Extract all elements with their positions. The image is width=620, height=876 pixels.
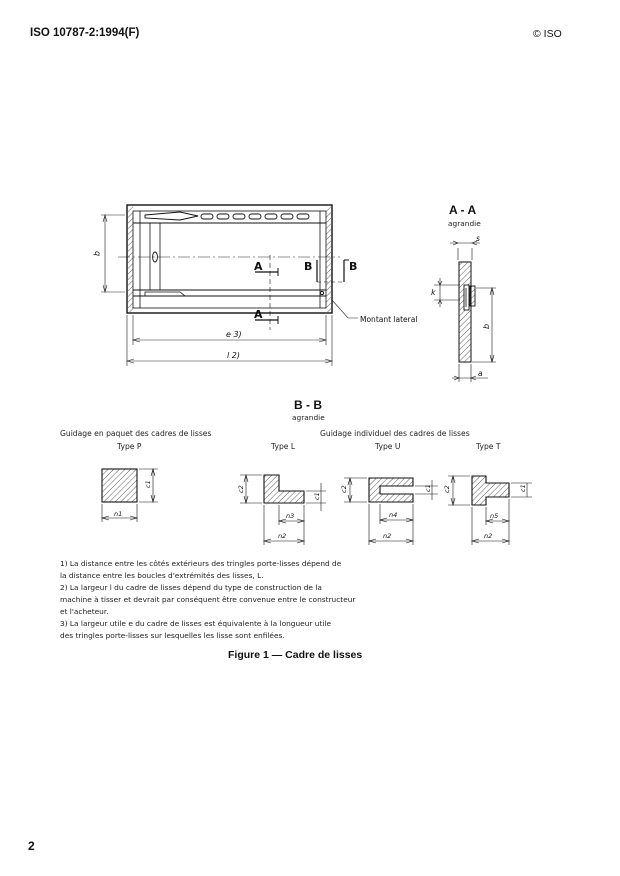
label-l2: l 2) <box>227 351 240 360</box>
type-t-n5: n5 <box>490 512 499 520</box>
footnote-line: 3) La largeur utile e du cadre de lisses est équivalente à la longueur utile <box>60 619 332 628</box>
type-t-n2: n2 <box>484 532 493 540</box>
type-l-c2: c2 <box>237 485 245 493</box>
guidage-paquet-label: Guidage en paquet des cadres de lisses <box>60 429 212 438</box>
footnote-line: 2) La largeur l du cadre de lisses dépend du type de construction de la <box>60 583 322 592</box>
type-u-c2: c2 <box>340 485 348 493</box>
label-e3: e 3) <box>226 330 242 339</box>
type-t-c2: c2 <box>443 485 451 493</box>
label-q: q <box>93 251 102 257</box>
label-a: a <box>478 369 483 378</box>
type-p-profile <box>102 469 158 522</box>
label-b: b <box>482 323 491 329</box>
type-p-label: Type P <box>117 442 142 451</box>
section-bb-subtitle: agrandie <box>292 413 325 422</box>
label-a-bottom: A <box>254 308 263 321</box>
type-t-c1: c1 <box>519 484 527 492</box>
type-p-n1: n1 <box>114 510 123 518</box>
type-l-n2: n2 <box>278 532 287 540</box>
label-s: s <box>476 234 480 243</box>
type-l-c1: c1 <box>313 492 321 500</box>
footnote-line: 1) La distance entre les côtés extérieurs des tringles porte-lisses dépend de <box>60 559 342 568</box>
label-a-top: A <box>254 260 263 273</box>
section-aa-subtitle: agrandie <box>448 219 481 228</box>
label-montant: Montant lateral <box>360 315 418 324</box>
type-l-label: Type L <box>271 442 296 451</box>
section-aa-detail <box>434 241 496 382</box>
footnote-line: la distance entre les boucles d'extrémités des lisses, L. <box>60 571 264 580</box>
label-k: k <box>431 288 436 297</box>
type-u-n2: n2 <box>383 532 392 540</box>
type-p-c1: c1 <box>144 480 152 488</box>
copyright-mark: © ISO <box>533 28 562 40</box>
type-l-n3: n3 <box>286 512 295 520</box>
footnote-line: machine à tisser et devrait par conséquent être convenue entre le constructeur <box>60 595 356 604</box>
label-b-right: B <box>349 260 358 273</box>
footnote-line: des tringles porte-lisses sur lesquelles les lisse sont enfilées. <box>60 631 285 640</box>
figure-caption: Figure 1 — Cadre de lisses <box>228 649 363 661</box>
section-aa-title: A - A <box>449 203 477 217</box>
type-t-label: Type T <box>476 442 501 451</box>
guidage-individuel-label: Guidage individuel des cadres de lisses <box>320 429 470 438</box>
footnote-line: et l'acheteur. <box>60 607 109 616</box>
page-number: 2 <box>28 839 35 853</box>
label-b-left: B <box>304 260 313 273</box>
footnotes <box>60 558 370 642</box>
standard-header: ISO 10787-2:1994(F) <box>30 27 140 39</box>
section-bb-title: B - B <box>294 398 322 412</box>
heald-frame <box>127 205 332 313</box>
type-u-label: Type U <box>375 442 401 451</box>
type-u-c1: c1 <box>424 484 432 492</box>
type-u-n4: n4 <box>389 511 398 519</box>
